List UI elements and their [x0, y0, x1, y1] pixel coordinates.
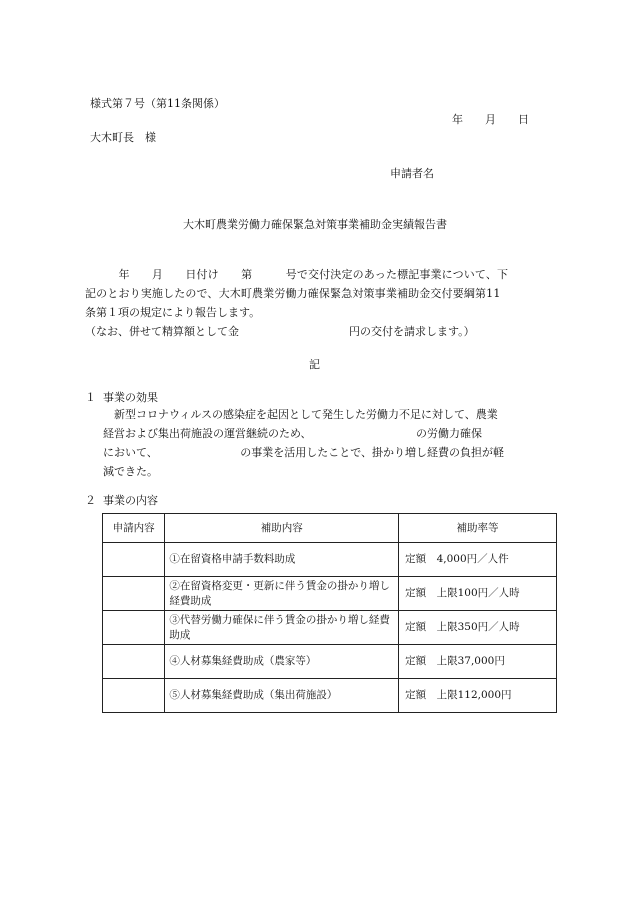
body-line: 記のとおり実施したので、大木町農業労働力確保緊急対策事業補助金交付要綱第11 [85, 287, 501, 300]
body-text [85, 265, 508, 341]
section1-body [103, 405, 504, 481]
table-row [103, 611, 557, 645]
recipient: 大木町長 様 [90, 131, 156, 144]
body-line: 年 月 日付け 第 号で交付決定のあった標記事業について、下 [85, 268, 509, 281]
header-content: 補助内容 [165, 514, 399, 543]
section2-number: ２ [85, 494, 96, 507]
header-application: 申請内容 [103, 514, 165, 543]
body-line: 条第１項の規定により報告します。 [85, 306, 261, 319]
subsidy-table [102, 513, 557, 713]
section1-line: 減できた。 [103, 465, 158, 478]
table-row [103, 577, 557, 611]
content-cell: ④人材募集経費助成（農家等） [165, 645, 399, 679]
body-line: （なお、併せて精算額として金 円の交付を請求します。） [85, 325, 475, 338]
section1-line: 新型コロナウィルスの感染症を起因として発生した労働力不足に対して、農業 [103, 408, 498, 421]
rate-cell: 定額 4,000円／人件 [399, 543, 557, 577]
content-cell: ②在留資格変更・更新に伴う賃金の掛かり増し経費助成 [165, 577, 399, 611]
application-cell[interactable] [103, 645, 165, 679]
application-cell[interactable] [103, 577, 165, 611]
rate-cell: 定額 上限37,000円 [399, 645, 557, 679]
ki-marker: 記 [309, 358, 320, 371]
content-cell: ①在留資格申請手数料助成 [165, 543, 399, 577]
form-number: 様式第７号（第11条関係） [90, 97, 225, 110]
table-row [103, 679, 557, 713]
section2-heading: 事業の内容 [103, 494, 158, 507]
section1-number: １ [85, 391, 96, 404]
section1-line: 経営および集出荷施設の運営継続のため、 の労働力確保 [103, 427, 483, 440]
rate-cell: 定額 上限100円／人時 [399, 577, 557, 611]
application-cell[interactable] [103, 679, 165, 713]
content-cell: ⑤人材募集経費助成（集出荷施設） [165, 679, 399, 713]
table-header-row [103, 514, 557, 543]
rate-cell: 定額 上限350円／人時 [399, 611, 557, 645]
document-title: 大木町農業労働力確保緊急対策事業補助金実績報告書 [183, 218, 447, 231]
rate-cell: 定額 上限112,000円 [399, 679, 557, 713]
section1-line: において、 の事業を活用したことで、掛かり増し経費の負担が軽 [103, 446, 505, 459]
applicant-label: 申請者名 [390, 167, 434, 180]
date-line: 年 月 日 [452, 113, 529, 126]
content-cell: ③代替労働力確保に伴う賃金の掛かり増し経費助成 [165, 611, 399, 645]
table-row [103, 645, 557, 679]
section1-heading: 事業の効果 [103, 391, 158, 404]
application-cell[interactable] [103, 611, 165, 645]
header-rate: 補助率等 [399, 514, 557, 543]
table-row [103, 543, 557, 577]
application-cell[interactable] [103, 543, 165, 577]
